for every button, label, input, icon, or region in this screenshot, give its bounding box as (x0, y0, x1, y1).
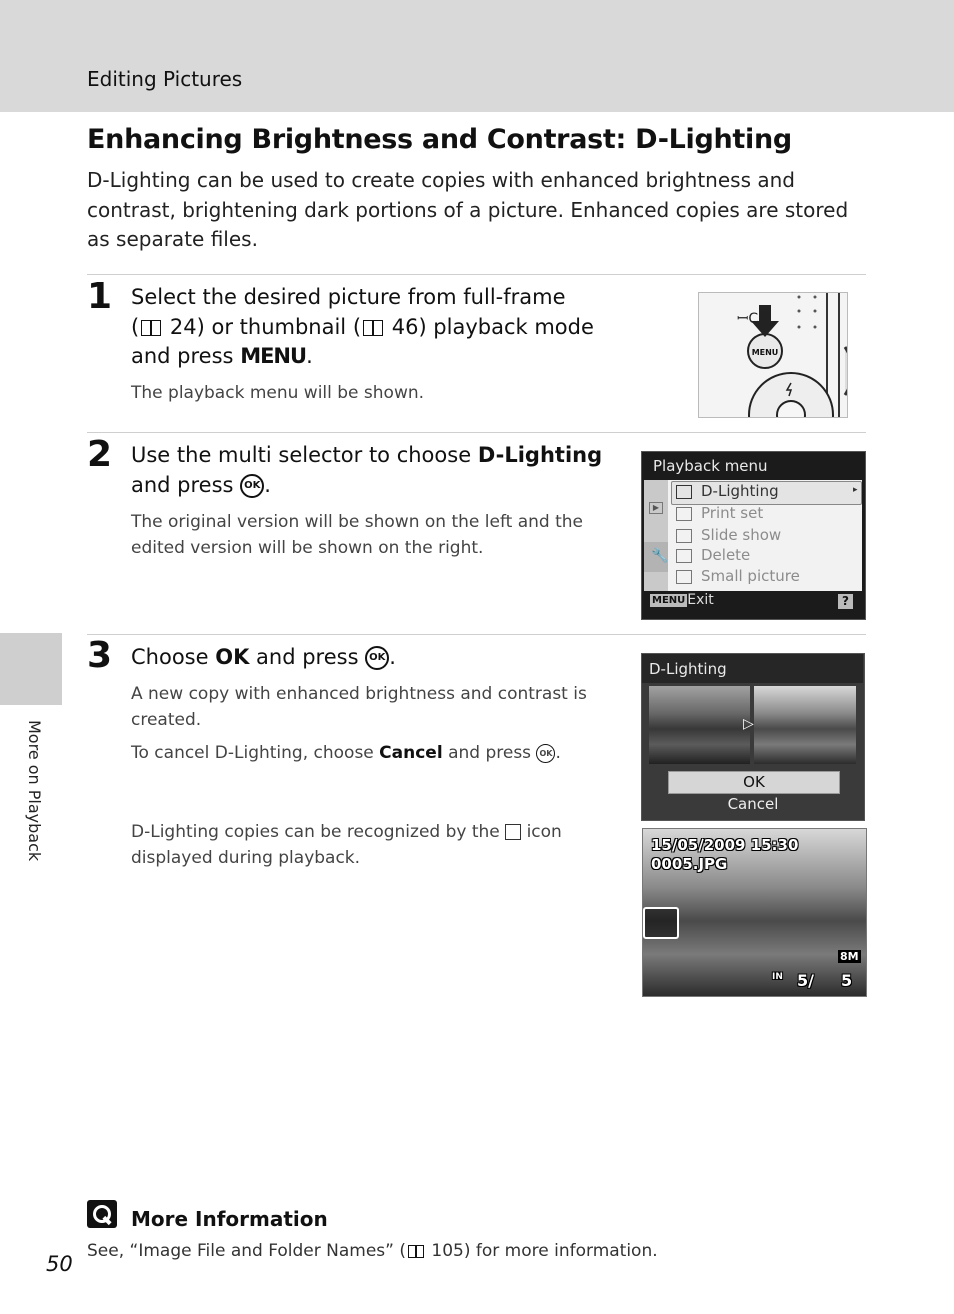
cancel-note-post: and press (448, 743, 532, 763)
playback-count: 5/ (797, 971, 814, 990)
step-3-number: 3 (87, 635, 113, 676)
slideshow-icon (676, 529, 692, 543)
cancel-note-period: . (555, 743, 561, 763)
dlighting-screen-title: D-Lighting (649, 660, 727, 678)
menu-item-delete[interactable] (676, 546, 750, 564)
playback-filename: 0005.JPG (651, 855, 728, 873)
playback-total: 5 (841, 971, 853, 990)
book-icon (363, 320, 383, 336)
play-tab-icon: ▶ (649, 502, 663, 514)
step-divider (87, 432, 866, 433)
menu-item-small-picture[interactable] (676, 567, 800, 585)
more-info-ref: 105 (431, 1241, 464, 1261)
step-3-note-cancel (131, 741, 561, 767)
page-title: Enhancing Brightness and Contrast: D-Lighting (87, 124, 792, 155)
menu-tab-column (644, 480, 668, 591)
cancel-note-bold: Cancel (379, 743, 443, 763)
ok-button-icon: OK (240, 474, 264, 498)
step-1-ref2: 46 (391, 314, 419, 339)
dlighting-indicator-icon (643, 907, 679, 939)
page-header (0, 0, 954, 112)
menu-item-dlighting[interactable] (676, 482, 858, 500)
step-1-ref1: 24 (169, 314, 197, 339)
step-2-instruction (131, 441, 631, 500)
cancel-note-pre: To cancel D-Lighting, choose (131, 743, 374, 763)
arrow-right-icon: ▷ (743, 716, 754, 732)
menu-item-label: Slide show (701, 526, 782, 544)
step-3-post: and press (256, 645, 359, 669)
menu-item-print-set[interactable] (676, 504, 763, 522)
step-1-instruction: Select the desired picture from full-frame ( 24) or thumbnail ( 46) playback mode and press MENU. (131, 285, 594, 368)
step-1-period: . (306, 344, 313, 368)
playback-menu-title: Playback menu (653, 457, 768, 475)
more-info-title: More Information (131, 1207, 328, 1231)
camera-illustration (698, 292, 848, 418)
enhanced-photo (754, 686, 856, 764)
step-2-period: . (264, 472, 271, 497)
step-2-line2: and press (131, 472, 234, 497)
small-picture-icon (676, 570, 692, 584)
step-divider (87, 634, 866, 635)
internal-memory-icon: IN (772, 972, 783, 982)
ok-button-icon: OK (536, 744, 555, 763)
menu-button-label: MENU (751, 348, 779, 357)
setup-tab-icon: 🔧 (644, 542, 668, 572)
menu-item-label: Small picture (701, 567, 800, 585)
exit-label[interactable]: Exit (687, 592, 714, 608)
more-info-post: ) for more information. (463, 1241, 658, 1261)
menu-item-label: Print set (701, 504, 764, 522)
dlighting-icon (505, 824, 521, 840)
printer-icon (676, 507, 692, 521)
help-icon[interactable]: ? (838, 594, 853, 609)
page-number: 50 (46, 1252, 73, 1276)
step-divider (87, 274, 866, 275)
step-1-number: 1 (87, 276, 113, 317)
dlighting-icon (676, 485, 692, 499)
book-icon (408, 1245, 424, 1258)
ok-option[interactable]: OK (668, 771, 840, 794)
step-1-tail: ) playback mode (418, 314, 594, 339)
section-title: Editing Pictures (87, 67, 243, 91)
step-2-number: 2 (87, 434, 113, 475)
camera-back-drawing (699, 293, 847, 417)
step-2-bold: D-Lighting (477, 443, 603, 467)
icon-note-post: icon displayed during playback. (131, 822, 562, 868)
step-1-mid: ) or thumbnail ( (196, 314, 362, 339)
chevron-right-icon: ▸ (853, 485, 858, 495)
playback-datetime: 15/05/2009 15:30 (651, 836, 799, 854)
chapter-label: More on Playback (25, 720, 44, 862)
image-size-icon: 8M (840, 950, 859, 963)
chapter-tab (0, 633, 62, 705)
step-3-note-created: A new copy with enhanced brightness and contrast is created. (131, 684, 587, 730)
cancel-option[interactable]: Cancel (727, 795, 779, 813)
step-2-pre: Use the multi selector to choose (131, 443, 472, 467)
ok-button-icon: OK (365, 646, 389, 670)
step-3-bold: OK (215, 645, 250, 669)
svg-text:ꟷC: ꟷC (737, 311, 759, 327)
original-photo (649, 686, 750, 764)
more-info-pre: See, “Image File and Folder Names” ( (87, 1241, 406, 1261)
step-1-line1: Select the desired picture from full-frame (131, 285, 566, 309)
menu-item-label: Delete (701, 546, 751, 564)
menu-item-label: D-Lighting (701, 482, 779, 500)
trash-icon (676, 549, 692, 563)
step-3-instruction (131, 643, 396, 673)
step-1-note: The playback menu will be shown. (131, 383, 425, 403)
menu-glyph: MENU (240, 344, 307, 368)
more-info-icon (87, 1200, 117, 1228)
more-info-text (87, 1241, 658, 1261)
menu-item-slide-show[interactable] (676, 526, 781, 544)
book-icon (141, 320, 161, 336)
step-3-period: . (389, 645, 396, 669)
menu-button-icon: MENU (652, 594, 686, 606)
intro-paragraph: D-Lighting can be used to create copies with enhanced brightness and contrast, brightening dark portions of a picture. Enhanced copies are stored as separate files. (87, 168, 849, 251)
step-3-pre: Choose (131, 645, 209, 669)
icon-note-pre: D-Lighting copies can be recognized by the (131, 822, 500, 842)
step-1-line3: and press (131, 344, 234, 368)
menu-footer (650, 592, 714, 608)
step-2-note: The original version will be shown on the left and the edited version will be shown on the right. (131, 512, 583, 558)
step-3-note-icon (131, 820, 601, 871)
